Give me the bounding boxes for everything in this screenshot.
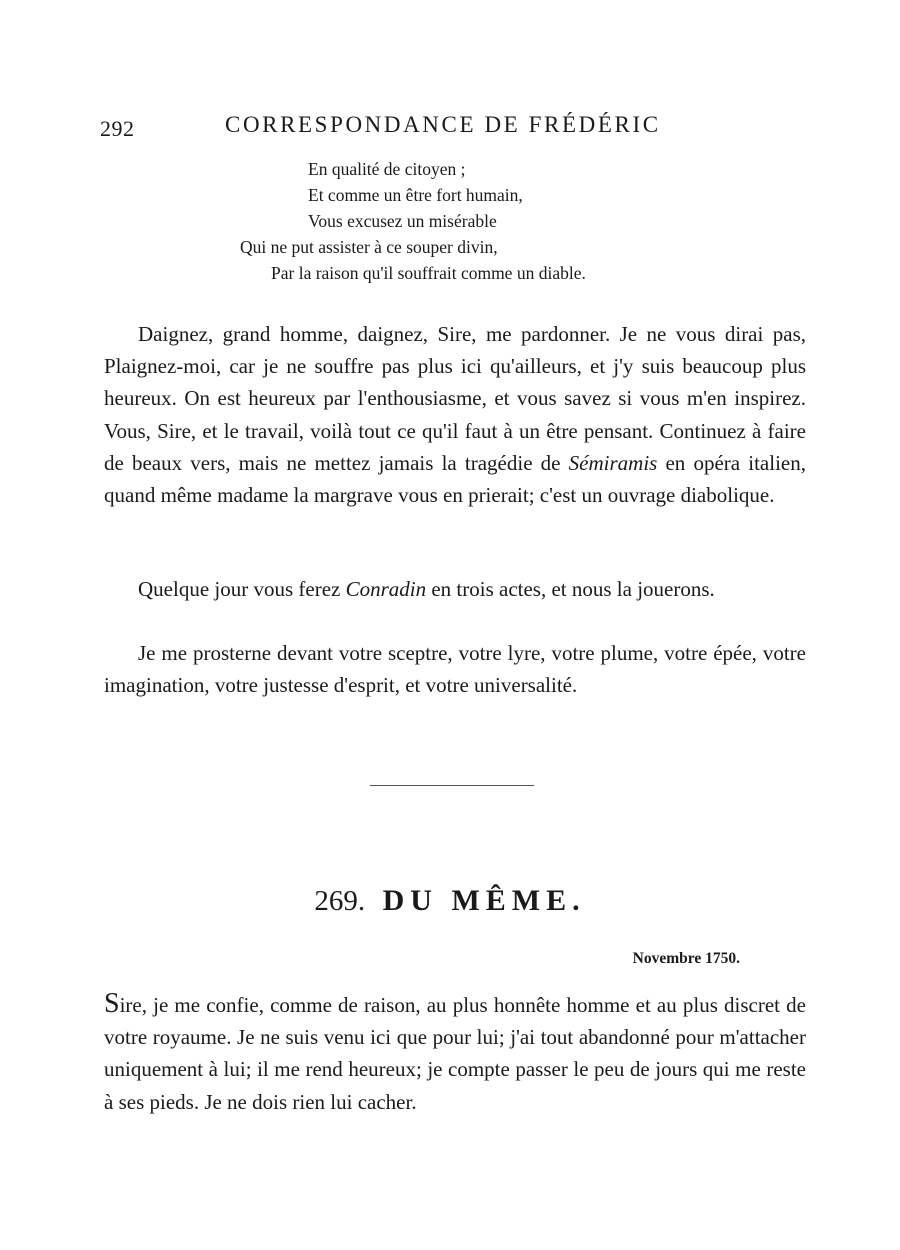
paragraph-text: Je me prosterne devant votre sceptre, votre lyre, votre plume, votre épée, votre imagination, votre justesse d'esprit, et votre universalité. [104,641,806,698]
paragraph-text [104,988,806,1118]
verse-line: Qui ne put assister à ce souper divin, [240,237,498,257]
paragraph-text [104,573,806,605]
letter-date: Novembre 1750. [632,950,740,967]
letter-heading [0,884,900,918]
paragraph-conradin [104,573,806,605]
paragraph-pardon [104,318,806,511]
italic-title-semiramis: Sémiramis [568,450,658,475]
letter-number: 269. [314,885,366,917]
page-number: 292 [100,116,135,141]
text-run: ire, je me confie, comme de raison, au plus honnête homme et au plus discret de votre royaume. Je ne suis venu ici que pour lui; j'ai tout abandonné pour m'attacher uniquement à lui; il me rend heureux; je compte passer le peu de jours qui me reste à ses pieds. Je ne dois rien lui cacher. [104,993,806,1114]
text-run: en trois actes, et nous la jouerons. [426,577,715,601]
paragraph-text [104,318,806,511]
running-head [100,112,800,144]
text-run: Daignez, grand homme, daignez, Sire, me pardonner. Je ne vous dirai pas, Plaignez-moi, car je ne souffre pas plus ici qu'ailleurs, et j'y suis beaucoup plus heureux. On est heureux par l'enthousiasme, et vous savez si vous m'en inspirez. Vous, Sire, et le travail, voilà tout ce qu'il faut à un être pensant. Continuez à faire de beaux vers, mais ne mettez jamais la tragédie de [104,322,806,475]
verse-line: Vous excusez un misérable [308,211,497,231]
text-run: en opéra italien, quand même madame la margrave vous en prierait; c'est un ouvrage diabolique. [104,450,806,508]
running-title: CORRESPONDANCE DE FRÉDÉRIC [225,112,661,137]
verse-passage [240,156,700,286]
italic-title-conradin: Conradin [345,577,427,601]
drop-cap: S [104,988,120,1019]
verse-line: Et comme un être fort humain, [308,185,523,205]
section-divider [370,785,534,786]
verse-line: En qualité de citoyen ; [308,159,466,179]
verse-line: Par la raison qu'il souffrait comme un diable. [271,263,586,283]
letter-body [104,988,806,1118]
letter-title: DU MÊME. [382,884,586,917]
text-run: Quelque jour vous ferez [138,577,346,601]
paragraph-prosterne [104,637,806,701]
